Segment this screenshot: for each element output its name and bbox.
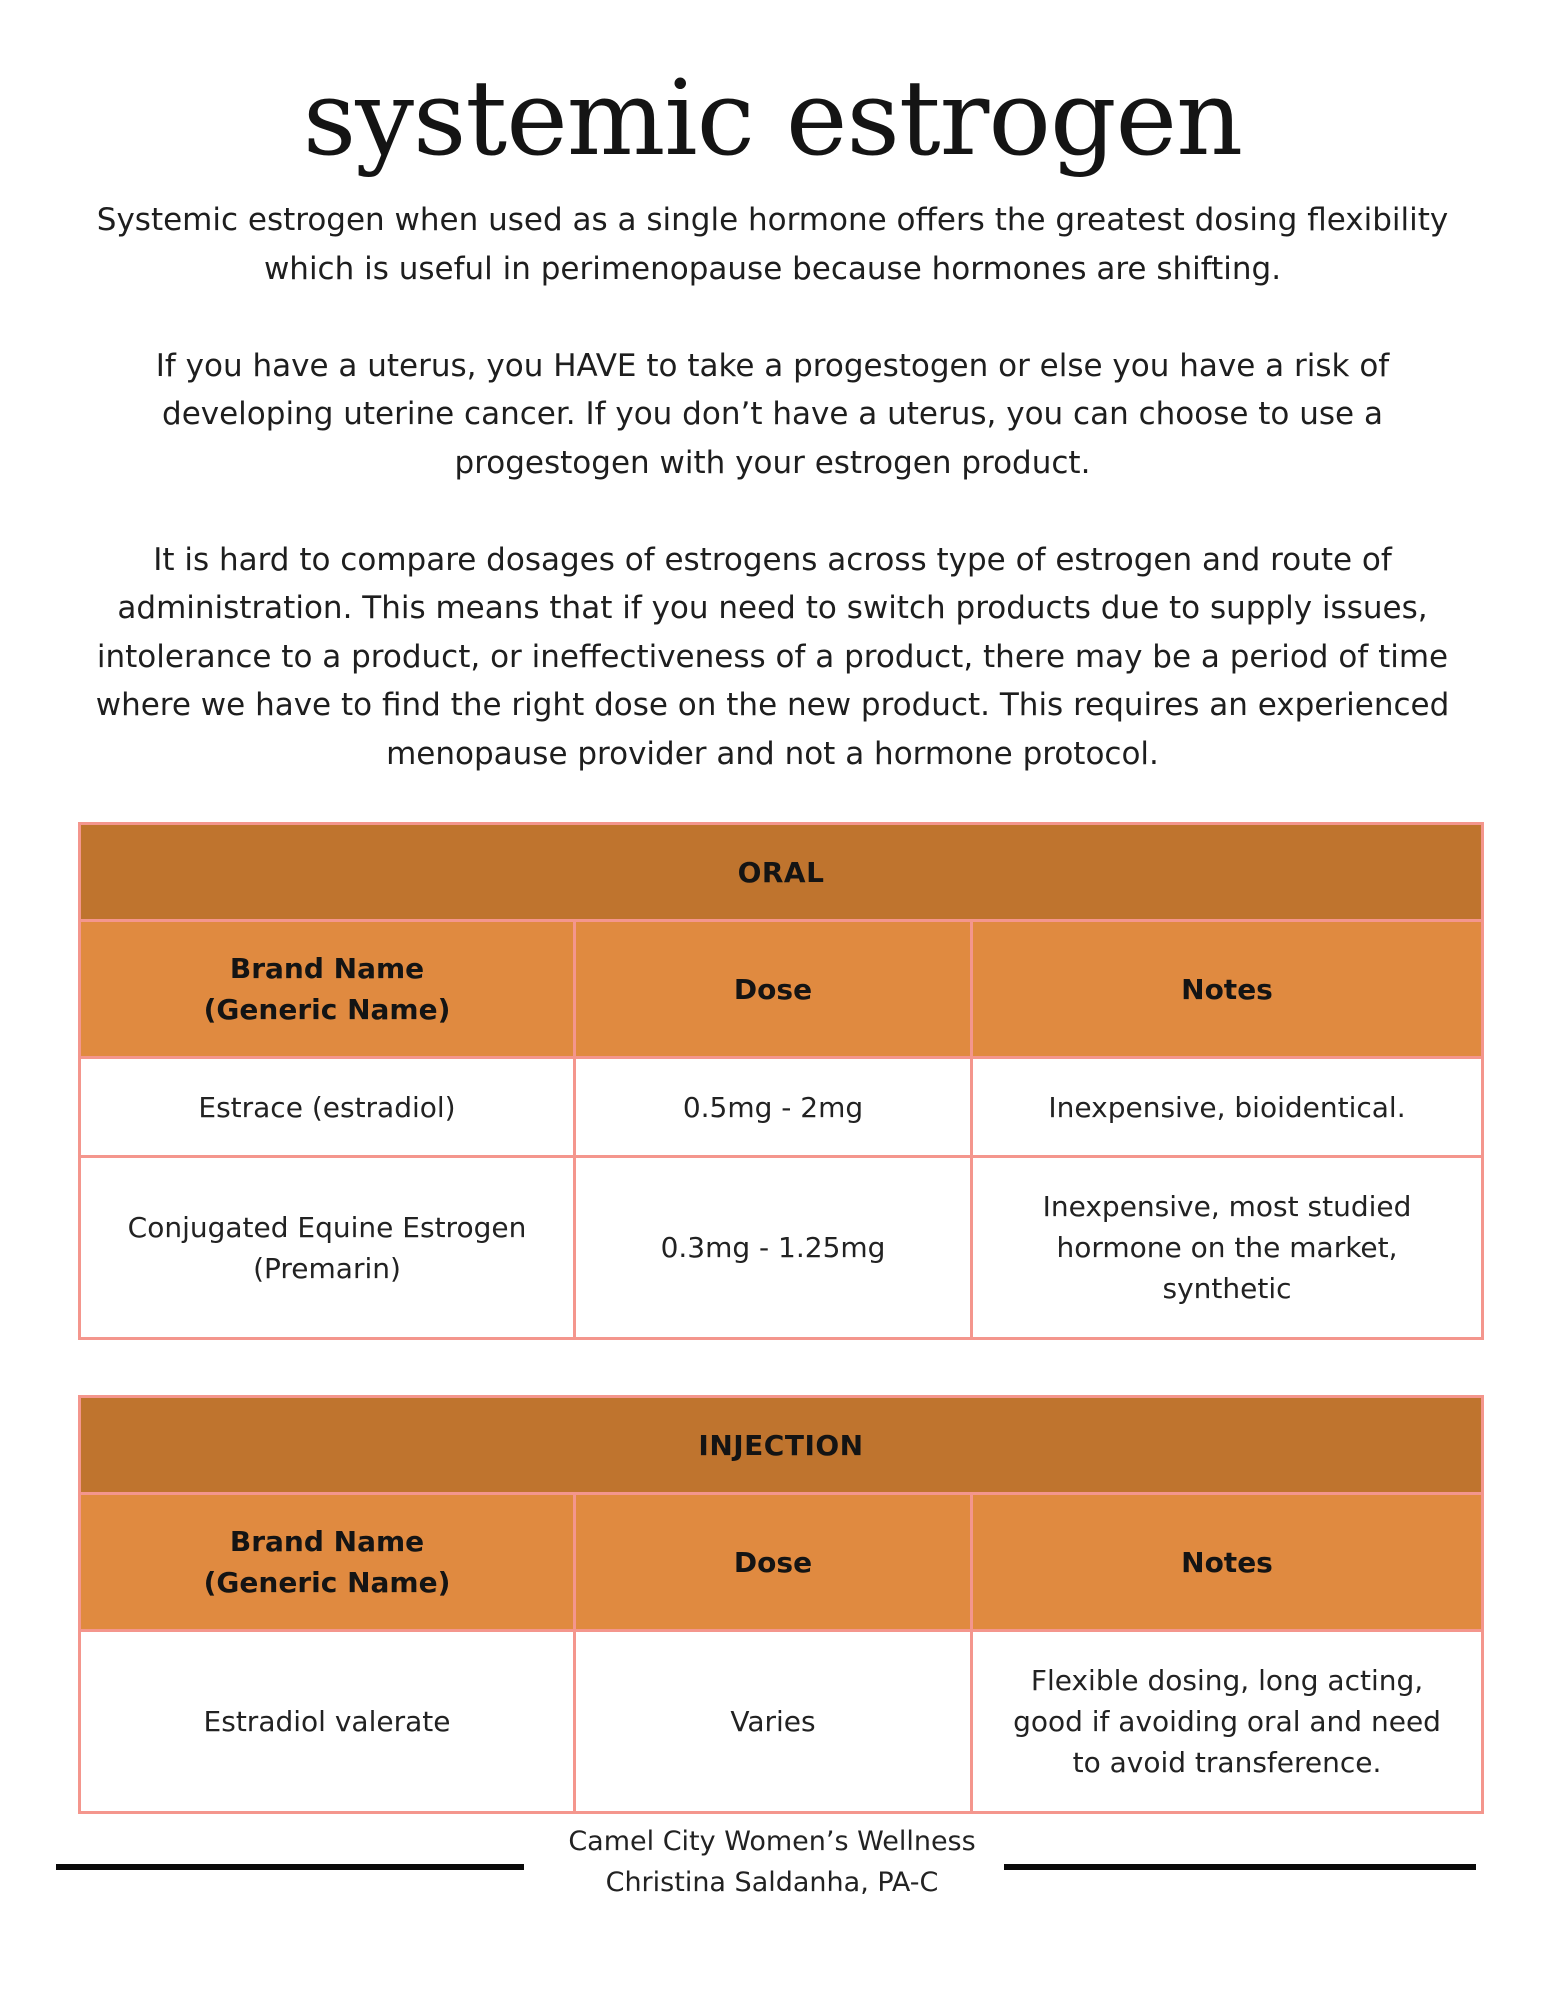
dose-cell: Varies: [575, 1631, 972, 1813]
column-header-notes: Notes: [972, 921, 1483, 1058]
intro-paragraph: It is hard to compare dosages of estrogens across type of estrogen and route of administration. This means that if you need to switch products due to supply issues, intolerance to a product, or ineffectiveness of a product, there may be a period of time where we have to find the right dose on the new product. This requires an experienced menopause provider and not a hormone protocol.: [95, 541, 1450, 772]
column-header-brand-line2: (Generic Name): [203, 993, 451, 1026]
section-title-oral: ORAL: [80, 824, 1483, 921]
column-header-brand-line2: (Generic Name): [203, 1566, 451, 1599]
column-header-brand-line1: Brand Name: [229, 952, 425, 985]
table-row: [80, 1631, 1483, 1813]
column-header-notes: Notes: [972, 1494, 1483, 1631]
column-header-brand: [80, 1494, 575, 1631]
injection-table: [78, 1395, 1484, 1814]
column-header-brand-line1: Brand Name: [229, 1525, 425, 1558]
brand-cell: Conjugated Equine Estrogen (Premarin): [80, 1157, 575, 1339]
column-header-dose: Dose: [575, 921, 972, 1058]
column-header-brand: [80, 921, 575, 1058]
page-title: systemic estrogen: [302, 57, 1243, 179]
intro-paragraph: Systemic estrogen when used as a single hormone offers the greatest dosing flexibility which is useful in perimenopause because hormones are shifting.: [96, 202, 1449, 287]
brand-cell: Estradiol valerate: [80, 1631, 575, 1813]
footer-divider-right: [1004, 1864, 1476, 1870]
section-header-row: [80, 824, 1483, 921]
column-header-row: [80, 1494, 1483, 1631]
brand-cell: Estrace (estradiol): [80, 1058, 575, 1157]
intro-paragraph: If you have a uterus, you HAVE to take a progestogen or else you have a risk of developing uterine cancer. If you don’t have a uterus, you can choose to use a progestogen with your estrogen product.: [155, 347, 1390, 481]
intro-text: [70, 196, 1475, 778]
dose-cell: 0.3mg - 1.25mg: [575, 1157, 972, 1339]
table-row: [80, 1058, 1483, 1157]
column-header-row: [80, 921, 1483, 1058]
notes-cell: Inexpensive, bioidentical.: [972, 1058, 1483, 1157]
notes-cell: Flexible dosing, long acting, good if avoiding oral and need to avoid transference.: [972, 1631, 1483, 1813]
footer-practice-name: Camel City Women’s Wellness: [568, 1826, 976, 1857]
footer-divider-left: [56, 1864, 524, 1870]
section-title-injection: INJECTION: [80, 1397, 1483, 1494]
column-header-dose: Dose: [575, 1494, 972, 1631]
table-row: [80, 1157, 1483, 1339]
footer-provider-name: Christina Saldanha, PA-C: [605, 1867, 939, 1898]
section-header-row: [80, 1397, 1483, 1494]
dose-cell: 0.5mg - 2mg: [575, 1058, 972, 1157]
footer: [522, 1821, 1022, 1903]
notes-cell: Inexpensive, most studied hormone on the market, synthetic: [972, 1157, 1483, 1339]
oral-table: [78, 822, 1484, 1340]
